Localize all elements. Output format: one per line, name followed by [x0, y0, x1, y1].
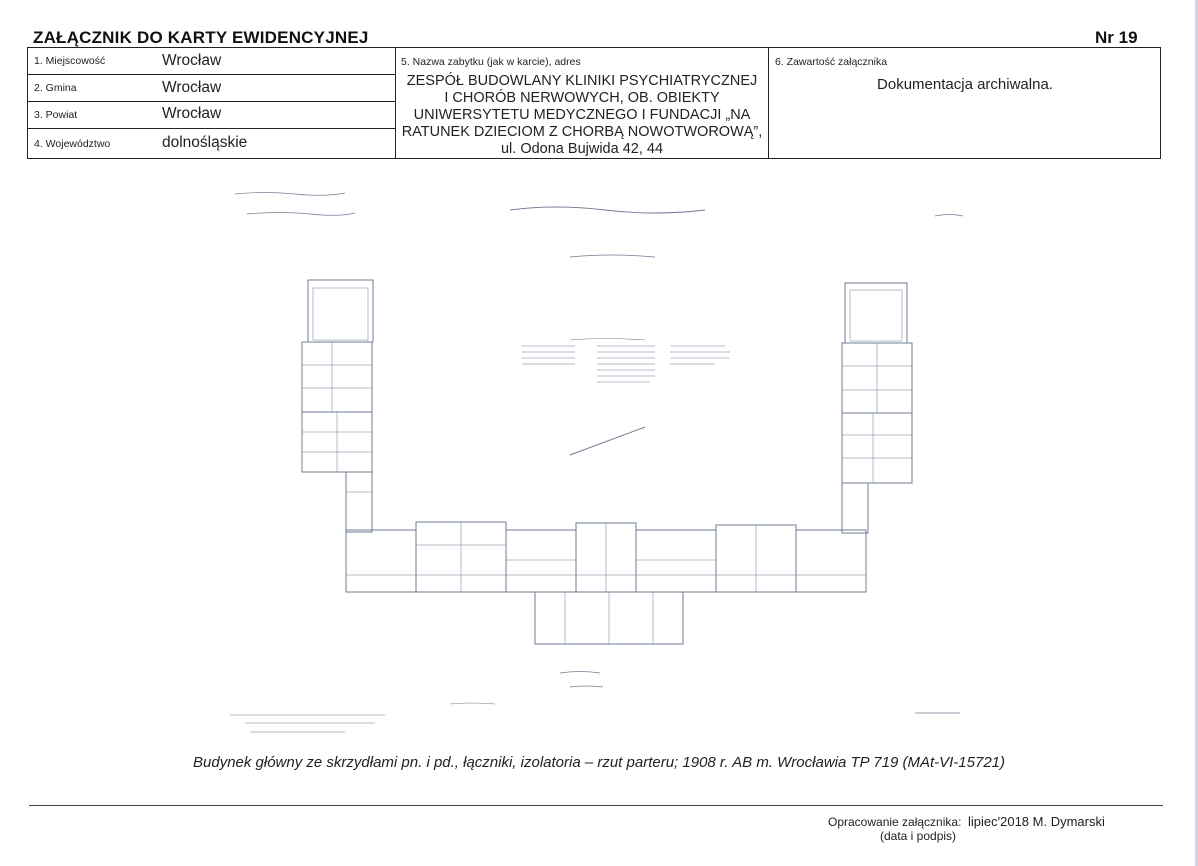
handwritten-subtitle: [570, 255, 655, 257]
left-wing: [302, 280, 373, 532]
field-value-powiat: Wrocław: [162, 105, 222, 122]
floor-plan-drawing: [225, 180, 995, 745]
handwritten-signature: [450, 703, 495, 704]
field-label-wojewodztwo: 4. Województwo: [34, 138, 111, 150]
field-value-miejscowosc: Wrocław: [162, 52, 222, 69]
right-wing: [842, 283, 912, 533]
document-title: ZAŁĄCZNIK DO KARTY EWIDENCYJNEJ: [33, 28, 369, 47]
monument-line: ul. Odona Bujwida 42, 44: [500, 141, 664, 157]
handwritten-note: [247, 213, 355, 216]
monument-line: RATUNEK DZIECIOM Z CHORBĄ NOWOTWOROWĄ”,: [401, 124, 763, 140]
field-label-miejscowosc: 1. Miejscowość: [34, 55, 106, 67]
handwritten-sheet-number: [935, 215, 963, 217]
monument-name: [395, 73, 769, 158]
field-value-wojewodztwo: dolnośląskie: [162, 134, 248, 151]
document-number: Nr 19: [1095, 28, 1138, 47]
main-building: [346, 522, 866, 644]
table-row-divider: [28, 101, 395, 102]
drawing-caption: Budynek główny ze skrzydłami pn. i pd., łączniki, izolatoria – rzut parteru; 1908 r. AB m. Wrocławia TP 719 (MAt-VI-15721): [193, 754, 1005, 771]
north-arrow: [570, 427, 645, 455]
handwritten-title: [510, 207, 705, 213]
monument-line: I CHORÓB NERWOWYCH, OB. OBIEKTY: [444, 90, 720, 106]
table-row-divider: [28, 128, 395, 129]
attachment-content: Dokumentacja archiwalna.: [877, 76, 1053, 93]
prepared-value: lipiec'2018 M. Dymarski: [968, 814, 1105, 829]
field-value-gmina: Wrocław: [162, 79, 222, 96]
field-label-powiat: 3. Powiat: [34, 109, 78, 121]
field-label-gmina: 2. Gmina: [34, 82, 77, 94]
handwritten-scale-note: [570, 686, 603, 687]
prepared-label: Opracowanie załącznika:: [828, 815, 962, 829]
prepared-subtitle: (data i podpis): [880, 829, 957, 843]
monument-label: 5. Nazwa zabytku (jak w karcie), adres: [401, 56, 581, 68]
handwritten-note: [235, 193, 345, 196]
monument-line: ZESPÓŁ BUDOWLANY KLINIKI PSYCHIATRYCZNEJ: [406, 73, 758, 89]
attachment-label: 6. Zawartość załącznika: [775, 56, 888, 68]
handwritten-scale-note: [560, 672, 600, 674]
header-table: [27, 47, 1161, 159]
table-row-divider: [28, 74, 395, 75]
legend-block: [522, 339, 730, 383]
monument-line: UNIWERSYTETU MEDYCZNEGO I FUNDACJI „NA: [413, 107, 751, 123]
footer-rule: [29, 805, 1163, 806]
